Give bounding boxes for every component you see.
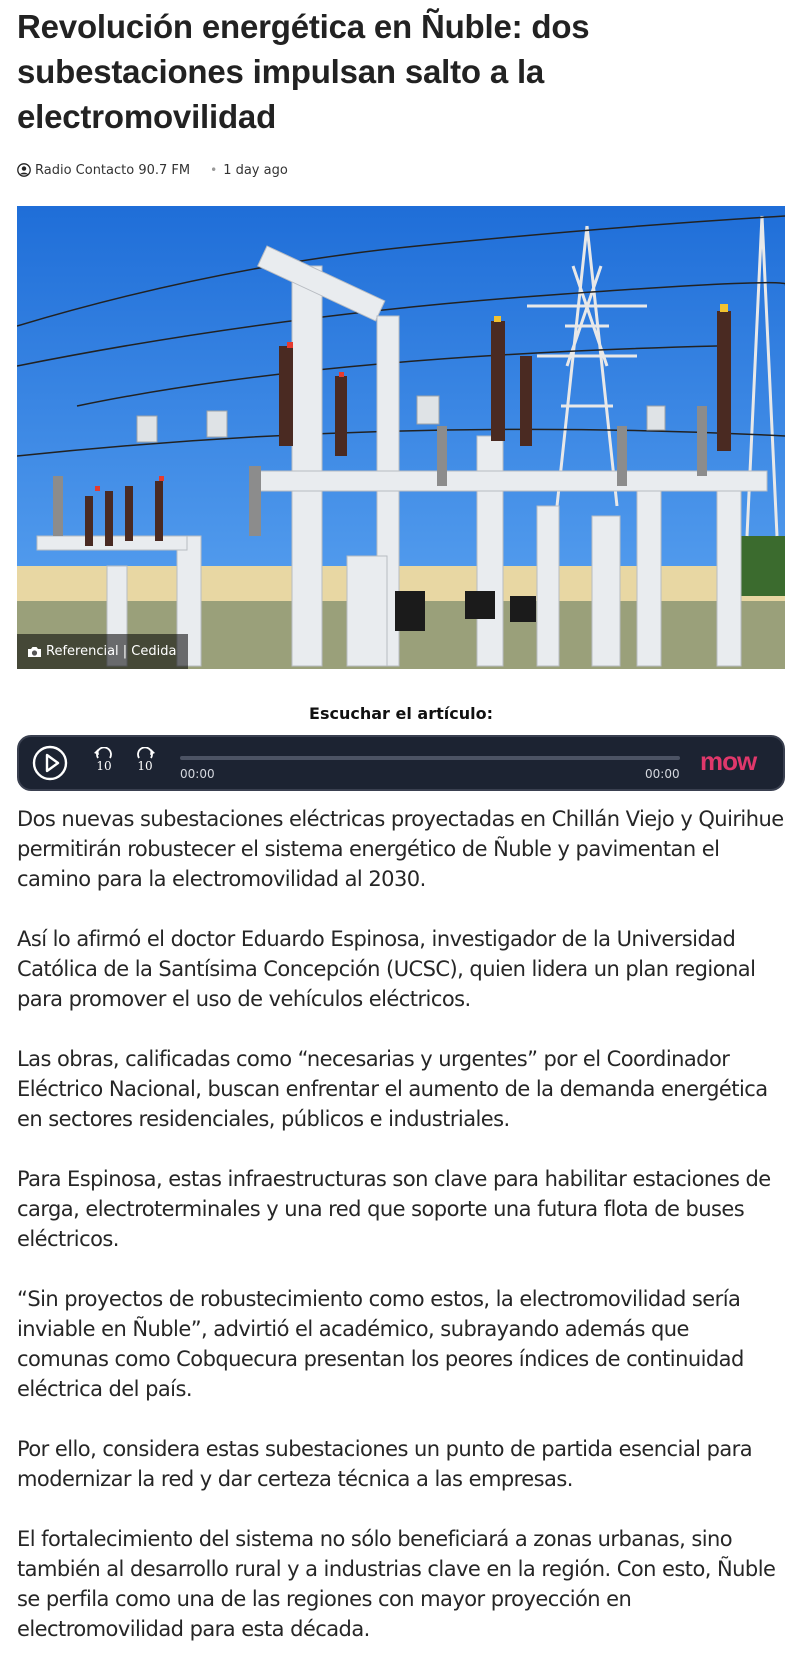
player-brand-logo[interactable]: mow [700,746,757,776]
forward-seconds: 10 [137,759,153,773]
total-time: 00:00 [645,767,680,781]
audio-player [17,735,785,791]
article [17,0,785,1641]
publish-time: 1 day ago [223,162,288,178]
current-time: 00:00 [180,767,215,781]
paragraph: “Sin proyectos de robustecimiento como estos, la electromovilidad sería inviable en Ñuble”, advirtió el académico, subrayando además que comunas como Cobquecura presentan los peores índices de continuidad eléctrica del país. [17,1287,744,1401]
user-circle-icon [17,163,31,177]
article-meta [17,162,288,178]
paragraph: El fortalecimiento del sistema no sólo beneficiará a zonas urbanas, sino también al desarrollo rural y a industrias clave en la región. Con esto, Ñuble se perfila como una de las regiones con mayor proyección en electromovilidad para esta década. [17,1527,776,1641]
article-body [17,804,785,1674]
image-caption [17,634,188,669]
caption-text: Referencial | Cedida [46,644,177,659]
rewind-seconds: 10 [96,759,112,773]
rewind-10-button[interactable] [91,747,117,779]
play-icon[interactable] [32,745,68,781]
hero-image [17,206,785,669]
forward-10-button[interactable] [132,747,158,779]
paragraph: Así lo afirmó el doctor Eduardo Espinosa, investigador de la Universidad Católica de la Santísima Concepción (UCSC), quien lidera un plan regional para promover el uso de vehículos eléctricos. [17,927,756,1011]
paragraph: Para Espinosa, estas infraestructuras son clave para habilitar estaciones de carga, electroterminales y una red que soporte una futura flota de buses eléctricos. [17,1167,771,1251]
paragraph: Dos nuevas subestaciones eléctricas proyectadas en Chillán Viejo y Quirihue permitirán robustecer el sistema energético de Ñuble y pavimentan el camino para la electromovilidad al 2030. [17,807,784,891]
paragraph: Por ello, considera estas subestaciones un punto de partida esencial para modernizar la red y dar certeza técnica a las empresas. [17,1437,753,1491]
author-name[interactable]: Radio Contacto 90.7 FM [35,162,191,178]
progress-bar[interactable] [180,756,680,760]
camera-icon [27,646,42,658]
article-title: Revolución energética en Ñuble: dos subestaciones impulsan salto a la electromovilidad [17,8,590,135]
paragraph: Las obras, calificadas como “necesarias y urgentes” por el Coordinador Eléctrico Nacional, buscan enfrentar el aumento de la demanda energética en sectores residenciales, públicos e industriales. [17,1047,768,1131]
meta-separator: • [210,163,218,177]
listen-label: Escuchar el artículo: [309,704,493,723]
